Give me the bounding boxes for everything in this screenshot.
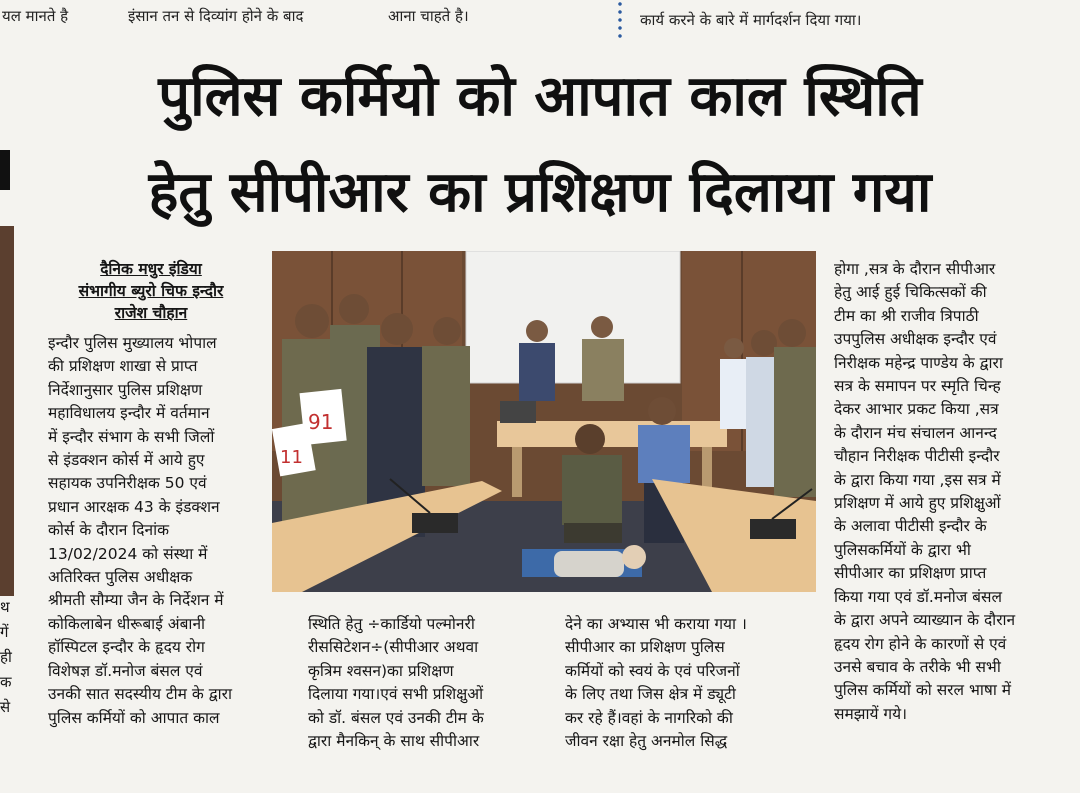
article-column-4: [834, 258, 1044, 726]
cpr-training-photo: [272, 251, 816, 592]
text-line: के द्वारा अपने व्याख्यान के दौरान: [834, 611, 1016, 630]
text-line: के दौरान मंच संचालन आनन्द: [834, 423, 997, 442]
text-line: जीवन रक्षा हेतु अनमोल सिद्ध: [565, 732, 728, 751]
text-line: के अलावा पीटीसी इन्दौर के: [834, 517, 987, 536]
text-line: सत्र के समापन पर स्मृति चिन्ह: [834, 377, 1001, 396]
left-edge-text: [0, 596, 14, 746]
byline: [48, 258, 254, 324]
strip-text-3: आना चाहते है।: [388, 7, 469, 25]
text-line: विशेषज्ञ डॉ.मनोज बंसल एवं: [48, 661, 203, 680]
text-line: पुलिसकर्मियों के द्वारा भी: [834, 540, 971, 559]
text-line: किया गया एवं डॉ.मनोज बंसल: [834, 587, 1003, 606]
byline-author: राजेश चौहान: [114, 304, 188, 322]
text-line: सहायक उपनिरीक्षक 50 एवं: [48, 474, 207, 493]
bib-number-2: 11: [280, 447, 303, 468]
text-line: इन्दौर पुलिस मुख्यालय भोपाल: [48, 334, 217, 352]
text-line: महाविधालय इन्दौर में वर्तमान: [48, 404, 210, 423]
text-line: प्रधान आरक्षक 43 के इंडक्शन: [48, 497, 220, 516]
edge-fragment: गें: [0, 623, 9, 641]
text-line: कृत्रिम श्वसन)का प्रशिक्षण: [308, 661, 454, 680]
text-line: में इन्दौर संभाग के सभी जिलों: [48, 427, 215, 446]
text-line: उनसे बचाव के तरीके भी सभी: [834, 657, 1001, 676]
text-line: समझायें गये।: [834, 704, 907, 723]
text-line: हेतु आई हुई चिकित्सकों की: [834, 283, 987, 302]
edge-fragment: से: [0, 698, 11, 716]
article-column-1: [48, 332, 256, 730]
text-line: पुलिस कर्मियों को आपात काल: [48, 708, 220, 727]
text-line: निर्देशानुसार पुलिस प्रशिक्षण: [48, 380, 203, 399]
headline-line-1: पुलिस कर्मियो को आपात काल स्थिति: [158, 64, 922, 129]
text-line: सीपीआर का प्रशिक्षण प्राप्त: [834, 564, 987, 583]
text-line: की प्रशिक्षण शाखा से प्राप्त: [48, 357, 198, 376]
text-line: देकर आभार प्रकट किया ,सत्र: [834, 400, 999, 419]
text-line: चौहान निरीक्षक पीटीसी इन्दौर: [834, 447, 1000, 466]
text-line: दिलाया गया।एवं सभी प्रशिक्षुओं: [308, 685, 484, 704]
text-line: होगा ,सत्र के दौरान सीपीआर: [834, 260, 996, 278]
previous-article-strip: [0, 0, 1080, 36]
text-line: पुलिस कर्मियों को सरल भाषा में: [834, 681, 1012, 700]
text-line: उनकी सात सदस्यीय टीम के द्वारा: [48, 685, 232, 704]
strip-text-4: कार्य करने के बारे में मार्गदर्शन दिया गया।: [640, 11, 862, 29]
edge-fragment: थ: [0, 598, 10, 616]
byline-designation: संभागीय ब्युरो चिफ इन्दौर: [78, 282, 224, 300]
text-line: 13/02/2024 को संस्था में: [48, 544, 208, 563]
bib-number-1: 91: [308, 410, 334, 434]
text-line: निरीक्षक महेन्द्र पाण्डेय के द्वारा: [834, 353, 1003, 372]
text-line: हॉस्पिटल इन्दौर के हृदय रोग: [48, 638, 205, 657]
edge-fragment: क: [0, 673, 12, 691]
column-dot-divider: [618, 0, 622, 40]
left-edge-photo-strip: [0, 226, 14, 596]
article-column-2: [308, 613, 526, 753]
text-line: श्रीमती सौम्या जैन के निर्देशन में: [48, 591, 224, 610]
edge-mark: [0, 150, 10, 190]
byline-publication: दैनिक मधुर इंडिया: [100, 260, 202, 278]
headline-line-2: हेतु सीपीआर का प्रशिक्षण दिलाया गया: [148, 160, 932, 225]
text-line: कोकिलाबेन धीरूबाई अंबानी: [48, 614, 206, 633]
article-column-3: [565, 613, 785, 753]
text-line: से इंडक्शन कोर्स में आये हुए: [48, 451, 205, 470]
text-line: उपपुलिस अधीक्षक इन्दौर एवं: [834, 330, 997, 349]
text-line: कर्मियों को स्वयं के एवं परिजनों: [565, 661, 740, 680]
text-line: कर रहे हैं।वहां के नागरिको की: [565, 708, 733, 727]
text-line: स्थिति हेतु ÷कार्डियो पल्मोनरी: [308, 615, 475, 633]
text-line: टीम का श्री राजीव त्रिपाठी: [834, 306, 979, 325]
text-line: के द्वारा किया गया ,इस सत्र में: [834, 470, 1001, 489]
text-line: देने का अभ्यास भी कराया गया ।: [565, 615, 747, 633]
text-line: रीससिटेशन÷(सीपीआर अथवा: [308, 638, 479, 657]
text-line: सीपीआर का प्रशिक्षण पुलिस: [565, 638, 725, 657]
text-line: के लिए तथा जिस क्षेत्र में ड्यूटी: [565, 685, 736, 704]
text-line: अतिरिक्त पुलिस अधीक्षक: [48, 568, 193, 587]
edge-fragment: ही: [0, 648, 12, 666]
text-line: कोर्स के दौरान दिनांक: [48, 521, 170, 540]
text-line: द्वारा मैनकिन् के साथ सीपीआर: [308, 732, 480, 751]
text-line: प्रशिक्षण में आये हुए प्रशिक्षुओं: [834, 494, 1001, 513]
strip-text-2: इंसान तन से दिव्यांग होने के बाद: [128, 7, 304, 25]
text-line: को डॉ. बंसल एवं उनकी टीम के: [308, 708, 484, 727]
text-line: हृदय रोग होने के कारणों से एवं: [834, 634, 1007, 653]
strip-text-1: यल मानते है: [2, 7, 69, 25]
